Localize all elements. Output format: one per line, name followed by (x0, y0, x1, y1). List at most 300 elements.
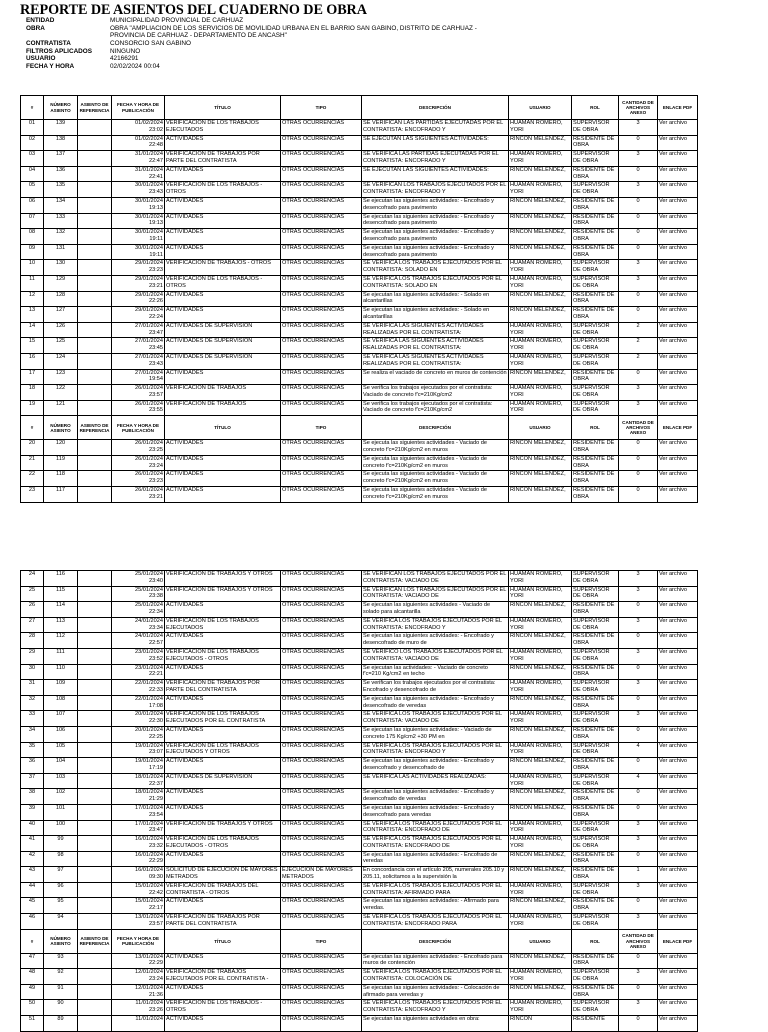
reference-cell (78, 120, 112, 136)
index-cell: 29 (21, 648, 44, 664)
attachments-count-cell: 0 (619, 1016, 658, 1032)
pdf-link[interactable]: Ver archivo (658, 789, 698, 805)
title-cell: VERIFICACIÓN DE LOS TRABAJOS EJECUTADOS - OTROS (165, 648, 281, 664)
col-titulo-header: TÍTULO (165, 96, 281, 120)
table-row (21, 789, 698, 805)
description-cell: Se ejecutan las siguientes actividades: - Solado en alcantarillas (362, 307, 509, 323)
role-cell: RESIDENTE DE OBRA (572, 984, 619, 1000)
publication-time: 22:26 (149, 298, 163, 305)
reference-cell (78, 400, 112, 416)
type-cell: OTRAS OCURRENCIAS (281, 322, 362, 338)
attachments-count-cell: 2 (619, 338, 658, 354)
datetime-cell (112, 586, 165, 602)
asiento-number-cell: 123 (44, 369, 78, 385)
pdf-link[interactable]: Ver archivo (658, 969, 698, 985)
description-cell: SE VERIFICA LOS TRABAJOS EJECUTADOS POR EL CONTRATISTA: COLOCACIÓN DE (362, 969, 509, 985)
pdf-link[interactable]: Ver archivo (658, 385, 698, 401)
type-cell: OTRAS OCURRENCIAS (281, 953, 362, 969)
publication-date: 31/01/2024 (135, 151, 163, 158)
report-title: REPORTE DE ASIENTOS DEL CUADERNO DE OBRA (20, 2, 367, 18)
reference-cell (78, 322, 112, 338)
datetime-cell (112, 275, 165, 291)
pdf-link[interactable]: Ver archivo (658, 166, 698, 182)
reference-cell (78, 244, 112, 260)
pdf-link[interactable]: Ver archivo (658, 773, 698, 789)
asiento-number-cell: 133 (44, 213, 78, 229)
role-cell: SUPERVISOR DE OBRA (572, 742, 619, 758)
table-header-row (21, 96, 698, 120)
user-cell: HUAMAN ROMERO, YORI (509, 151, 572, 167)
user-cell: RINCON MELENDEZ, (509, 898, 572, 914)
table-row (21, 882, 698, 898)
role-cell: RESIDENTE DE OBRA (572, 369, 619, 385)
col-enlace-pdf-header: ENLACE PDF (658, 416, 698, 440)
title-cell: ACTIVIDADES (165, 664, 281, 680)
type-cell: OTRAS OCURRENCIAS (281, 914, 362, 930)
reference-cell (78, 338, 112, 354)
asiento-number-cell: 90 (44, 1000, 78, 1016)
description-cell: Se ejecutan las siguientes actividades: - Encofrado y desencofrado de veredas (362, 695, 509, 711)
pdf-link[interactable]: Ver archivo (658, 726, 698, 742)
col-index-header: # (21, 96, 44, 120)
asiento-number-cell: 91 (44, 984, 78, 1000)
datetime-cell (112, 789, 165, 805)
reference-cell (78, 820, 112, 836)
pdf-link[interactable]: Ver archivo (658, 291, 698, 307)
title-cell: VERIFICACIÓN DE TRABAJOS (165, 385, 281, 401)
asiento-number-cell: 103 (44, 773, 78, 789)
index-cell: 04 (21, 166, 44, 182)
pdf-link[interactable]: Ver archivo (658, 440, 698, 456)
meta-row-fecha: FECHA Y HORA 02/02/2024 00:04 (26, 63, 160, 71)
table-row (21, 898, 698, 914)
title-cell: ACTIVIDADES (165, 229, 281, 245)
col-usuario-header: USUARIO (509, 416, 572, 440)
title-cell: ACTIVIDADES (165, 898, 281, 914)
publication-date: 26/01/2024 (135, 487, 163, 494)
index-cell: 02 (21, 135, 44, 151)
publication-time: 19:13 (149, 204, 163, 211)
reference-cell (78, 275, 112, 291)
description-cell: Se ejecutan las siguientes actividades: - Encofrado de veredas (362, 851, 509, 867)
reference-cell (78, 197, 112, 213)
publication-time: 23:55 (149, 407, 163, 414)
datetime-cell (112, 1000, 165, 1016)
pdf-link[interactable]: Ver archivo (658, 867, 698, 883)
datetime-cell (112, 440, 165, 456)
title-cell: ACTIVIDADES (165, 135, 281, 151)
pdf-link[interactable]: Ver archivo (658, 804, 698, 820)
asiento-number-cell: 137 (44, 151, 78, 167)
pdf-link[interactable]: Ver archivo (658, 338, 698, 354)
reference-cell (78, 455, 112, 471)
publication-time: 22:29 (149, 960, 163, 967)
type-cell: OTRAS OCURRENCIAS (281, 369, 362, 385)
type-cell: OTRAS OCURRENCIAS (281, 882, 362, 898)
title-cell: ACTIVIDADES (165, 487, 281, 503)
datetime-cell (112, 197, 165, 213)
type-cell: OTRAS OCURRENCIAS (281, 244, 362, 260)
user-cell: HUAMAN ROMERO, YORI (509, 680, 572, 696)
pdf-link[interactable]: Ver archivo (658, 244, 698, 260)
title-cell: ACTIVIDADES (165, 758, 281, 774)
table-row (21, 455, 698, 471)
publication-date: 16/01/2024 (135, 867, 163, 874)
reference-cell (78, 953, 112, 969)
table-row (21, 571, 698, 587)
pdf-link[interactable]: Ver archivo (658, 135, 698, 151)
index-cell: 01 (21, 120, 44, 136)
publication-date: 25/01/2024 (135, 586, 163, 593)
attachments-count-cell: 0 (619, 633, 658, 649)
pdf-link[interactable]: Ver archivo (658, 758, 698, 774)
description-cell: SE VERIFICA LOS TRABAJOS EJECUTADOS POR EL CONTRATISTA: SOLADO EN (362, 260, 509, 276)
datetime-cell (112, 882, 165, 898)
index-cell: 47 (21, 953, 44, 969)
pdf-link[interactable]: Ver archivo (658, 260, 698, 276)
index-cell: 07 (21, 213, 44, 229)
pdf-link[interactable]: Ver archivo (658, 151, 698, 167)
title-cell: VERIFICACIÓN DE TRABAJOS Y OTROS (165, 586, 281, 602)
publication-date: 26/01/2024 (135, 455, 163, 462)
col-fecha-hora-header: FECHA Y HORA DE PUBLICACIÓN (112, 416, 165, 440)
role-cell: SUPERVISOR DE OBRA (572, 151, 619, 167)
reference-cell (78, 898, 112, 914)
datetime-cell (112, 135, 165, 151)
user-cell: RINCON MELENDEZ, (509, 758, 572, 774)
user-cell: RINCON MELENDEZ, (509, 664, 572, 680)
type-cell: OTRAS OCURRENCIAS (281, 758, 362, 774)
title-cell: VERIFICACIÓN DE LOS TRABAJOS EJECUTADOS Y OTROS (165, 742, 281, 758)
attachments-count-cell: 3 (619, 617, 658, 633)
user-cell: HUAMAN ROMERO, YORI (509, 120, 572, 136)
type-cell: OTRAS OCURRENCIAS (281, 742, 362, 758)
type-cell: OTRAS OCURRENCIAS (281, 353, 362, 369)
index-cell: 25 (21, 586, 44, 602)
type-cell: OTRAS OCURRENCIAS (281, 455, 362, 471)
user-cell: RINCON MELENDEZ, (509, 229, 572, 245)
user-cell: HUAMAN ROMERO, YORI (509, 820, 572, 836)
title-cell: ACTIVIDADES (165, 369, 281, 385)
role-cell: SUPERVISOR DE OBRA (572, 322, 619, 338)
index-cell: 36 (21, 758, 44, 774)
role-cell: SUPERVISOR DE OBRA (572, 182, 619, 198)
index-cell: 42 (21, 851, 44, 867)
reference-cell (78, 851, 112, 867)
pdf-link[interactable]: Ver archivo (658, 400, 698, 416)
pdf-link[interactable]: Ver archivo (658, 471, 698, 487)
publication-time: 23:26 (149, 1007, 163, 1014)
index-cell: 41 (21, 836, 44, 852)
title-cell: VERIFICACIÓN DE LOS TRABAJOS - OTROS (165, 182, 281, 198)
user-cell: HUAMAN ROMERO, YORI (509, 338, 572, 354)
pdf-link[interactable]: Ver archivo (658, 1016, 698, 1032)
type-cell: OTRAS OCURRENCIAS (281, 773, 362, 789)
role-cell: SUPERVISOR DE OBRA (572, 680, 619, 696)
pdf-link[interactable]: Ver archivo (658, 455, 698, 471)
asiento-number-cell: 95 (44, 898, 78, 914)
user-cell: RINCON MELENDEZ, (509, 726, 572, 742)
title-cell: VERIFICACIÓN DE TRABAJOS POR PARTE DEL CONTRATISTA (165, 914, 281, 930)
title-cell: ACTIVIDADES (165, 471, 281, 487)
user-cell: HUAMAN ROMERO, YORI (509, 836, 572, 852)
title-cell: ACTIVIDADES (165, 291, 281, 307)
index-cell: 32 (21, 695, 44, 711)
role-cell: RESIDENTE DE OBRA (572, 664, 619, 680)
publication-time: 23:45 (149, 345, 163, 352)
datetime-cell (112, 338, 165, 354)
description-cell: SE VERIFICA LOS TRABAJOS EJECUTADOS POR EL CONTRATISTA: VACIADO DE (362, 711, 509, 727)
user-cell: HUAMAN ROMERO, YORI (509, 648, 572, 664)
publication-time: 19:54 (149, 376, 163, 383)
table-row (21, 914, 698, 930)
datetime-cell (112, 602, 165, 618)
description-cell: SE VERIFICAN LOS TRABAJOS EJECUTADOS POR EL CONTRATISTA: VACIADO DE (362, 586, 509, 602)
reference-cell (78, 648, 112, 664)
role-cell: RESIDENTE DE OBRA (572, 602, 619, 618)
attachments-count-cell: 0 (619, 695, 658, 711)
publication-date: 22/01/2024 (135, 680, 163, 687)
table-row (21, 385, 698, 401)
col-usuario-header: USUARIO (509, 929, 572, 953)
table-row (21, 820, 698, 836)
reference-cell (78, 571, 112, 587)
pdf-link[interactable]: Ver archivo (658, 695, 698, 711)
user-cell: HUAMAN ROMERO, YORI (509, 969, 572, 985)
pdf-link[interactable]: Ver archivo (658, 836, 698, 852)
title-cell: VERIFICACIÓN DE LOS TRABAJOS EJECUTADOS (165, 120, 281, 136)
table-row (21, 471, 698, 487)
attachments-count-cell: 0 (619, 440, 658, 456)
publication-time: 23:02 (149, 126, 163, 133)
publication-time: 17:08 (149, 702, 163, 709)
pdf-link[interactable]: Ver archivo (658, 851, 698, 867)
publication-time: 23:07 (149, 749, 163, 756)
publication-time: 22:33 (149, 686, 163, 693)
datetime-cell (112, 1016, 165, 1032)
publication-time: 19:11 (149, 251, 163, 258)
user-cell: RINCON MELENDEZ, (509, 166, 572, 182)
reference-cell (78, 151, 112, 167)
pdf-link[interactable]: Ver archivo (658, 586, 698, 602)
user-cell: HUAMAN ROMERO, YORI (509, 260, 572, 276)
publication-time: 23:52 (149, 655, 163, 662)
title-cell: VERIFICACIÓN DE LOS TRABAJOS EJECUTADOS - OTROS (165, 836, 281, 852)
index-cell: 16 (21, 353, 44, 369)
datetime-cell (112, 969, 165, 985)
type-cell: OTRAS OCURRENCIAS (281, 711, 362, 727)
pdf-link[interactable]: Ver archivo (658, 742, 698, 758)
asiento-number-cell: 125 (44, 338, 78, 354)
table-row (21, 804, 698, 820)
pdf-link[interactable]: Ver archivo (658, 1000, 698, 1016)
datetime-cell (112, 213, 165, 229)
user-cell: HUAMAN ROMERO, YORI (509, 914, 572, 930)
type-cell: OTRAS OCURRENCIAS (281, 307, 362, 323)
reference-cell (78, 353, 112, 369)
description-cell: SE VERIFICA LOS TRABAJOS EJECUTADOS POR EL CONTRATISTA: ENCOFRADO DE (362, 836, 509, 852)
datetime-cell (112, 867, 165, 883)
asiento-number-cell: 135 (44, 182, 78, 198)
col-numero-asiento-header: NÚMERO ASIENTO (44, 96, 78, 120)
table-row (21, 726, 698, 742)
description-cell: Se ejecuta las siguientes actividades - Vaciado de concreto f'c=210Kg/cm2 en muros (362, 440, 509, 456)
attachments-count-cell: 3 (619, 711, 658, 727)
reference-cell (78, 711, 112, 727)
meta-row-obra: OBRA OBRA "AMPLIACION DE LOS SERVICIOS DE MOVILIDAD URBANA EN EL BARRIO SAN GABINO, DISTRITO DE CARHUAZ - PROVINCIA DE CARHUAZ - DEPARTAMENTO DE ANCASH" (26, 24, 477, 40)
type-cell: OTRAS OCURRENCIAS (281, 275, 362, 291)
pdf-link[interactable]: Ver archivo (658, 182, 698, 198)
pdf-link[interactable]: Ver archivo (658, 648, 698, 664)
attachments-count-cell: 3 (619, 648, 658, 664)
publication-date: 01/02/2024 (135, 135, 163, 142)
attachments-count-cell: 0 (619, 307, 658, 323)
col-enlace-pdf-header: ENLACE PDF (658, 929, 698, 953)
table-row (21, 1016, 698, 1032)
reference-cell (78, 695, 112, 711)
reference-cell (78, 487, 112, 503)
title-cell: ACTIVIDADES (165, 307, 281, 323)
table-row (21, 648, 698, 664)
publication-time: 23:25 (149, 447, 163, 454)
datetime-cell (112, 487, 165, 503)
reference-cell (78, 291, 112, 307)
publication-time: 23:32 (149, 842, 163, 849)
reference-cell (78, 213, 112, 229)
table-row (21, 166, 698, 182)
user-cell: RINCON MELENDEZ, (509, 307, 572, 323)
pdf-link[interactable]: Ver archivo (658, 984, 698, 1000)
publication-date: 24/01/2024 (135, 617, 163, 624)
pdf-link[interactable]: Ver archivo (658, 307, 698, 323)
type-cell: OTRAS OCURRENCIAS (281, 984, 362, 1000)
publication-date: 19/01/2024 (135, 758, 163, 765)
entries-table-page-1 (20, 95, 698, 503)
role-cell: RESIDENTE DE OBRA (572, 487, 619, 503)
publication-time: 22:42 (149, 889, 163, 896)
role-cell: SUPERVISOR DE OBRA (572, 617, 619, 633)
description-cell: Se ejecutan las siguientes actividades - Vaciado de solado para alcantarilla (362, 602, 509, 618)
reference-cell (78, 229, 112, 245)
pdf-link[interactable]: Ver archivo (658, 820, 698, 836)
publication-time: 21:36 (149, 991, 163, 998)
table-row (21, 773, 698, 789)
role-cell: RESIDENTE DE OBRA (572, 213, 619, 229)
pdf-link[interactable]: Ver archivo (658, 914, 698, 930)
attachments-count-cell: 0 (619, 213, 658, 229)
col-titulo-header: TÍTULO (165, 416, 281, 440)
reference-cell (78, 914, 112, 930)
pdf-link[interactable]: Ver archivo (658, 487, 698, 503)
pdf-link[interactable]: Ver archivo (658, 664, 698, 680)
type-cell: OTRAS OCURRENCIAS (281, 260, 362, 276)
datetime-cell (112, 953, 165, 969)
reference-cell (78, 773, 112, 789)
role-cell: SUPERVISOR DE OBRA (572, 120, 619, 136)
publication-date: 16/01/2024 (135, 836, 163, 843)
col-fecha-hora-header: FECHA Y HORA DE PUBLICACIÓN (112, 96, 165, 120)
pdf-link[interactable]: Ver archivo (658, 953, 698, 969)
publication-date: 27/01/2024 (135, 369, 163, 376)
table-row (21, 213, 698, 229)
attachments-count-cell: 0 (619, 851, 658, 867)
table-row (21, 586, 698, 602)
pdf-link[interactable]: Ver archivo (658, 369, 698, 385)
title-cell: ACTIVIDADES DE SUPERVISION (165, 322, 281, 338)
pdf-link[interactable]: Ver archivo (658, 229, 698, 245)
user-cell: RINCON MELENDEZ, (509, 197, 572, 213)
description-cell: SE VERIFICA LOS TRABAJOS EJECUTADOS POR EL CONTRATISTA: ENCOFRADO Y (362, 742, 509, 758)
pdf-link[interactable]: Ver archivo (658, 275, 698, 291)
title-cell: VERIFICACIÓN DE TRABAJOS POR PARTE DEL CONTRATISTA (165, 680, 281, 696)
description-cell: En concordancia con el artículo 205, numerales 205.10 y 205.11, solicitamos a la supervisión la (362, 867, 509, 883)
table-row (21, 197, 698, 213)
table-row (21, 984, 698, 1000)
pdf-link[interactable]: Ver archivo (658, 898, 698, 914)
pdf-link[interactable]: Ver archivo (658, 322, 698, 338)
index-cell: 05 (21, 182, 44, 198)
type-cell: OTRAS OCURRENCIAS (281, 400, 362, 416)
pdf-link[interactable]: Ver archivo (658, 680, 698, 696)
description-cell: Se ejecutan las siguientes actividades: - Encofrado y desencofrado para pavimento (362, 213, 509, 229)
role-cell: RESIDENTE DE OBRA (572, 695, 619, 711)
asiento-number-cell: 92 (44, 969, 78, 985)
publication-date: 23/01/2024 (135, 664, 163, 671)
index-cell: 21 (21, 455, 44, 471)
pdf-link[interactable]: Ver archivo (658, 120, 698, 136)
pdf-link[interactable]: Ver archivo (658, 882, 698, 898)
publication-date: 11/01/2024 (135, 1016, 163, 1023)
pdf-link[interactable]: Ver archivo (658, 602, 698, 618)
pdf-link[interactable]: Ver archivo (658, 617, 698, 633)
reference-cell (78, 758, 112, 774)
type-cell: OTRAS OCURRENCIAS (281, 602, 362, 618)
pdf-link[interactable]: Ver archivo (658, 197, 698, 213)
publication-time: 22:47 (149, 157, 163, 164)
type-cell: OTRAS OCURRENCIAS (281, 969, 362, 985)
pdf-link[interactable]: Ver archivo (658, 633, 698, 649)
role-cell: RESIDENTE DE OBRA (572, 244, 619, 260)
col-rol-header: ROL (572, 929, 619, 953)
title-cell: ACTIVIDADES DE SUPERVISION (165, 353, 281, 369)
pdf-link[interactable]: Ver archivo (658, 571, 698, 587)
title-cell: VERIFICACIÓN DE TRABAJOS - OTROS (165, 260, 281, 276)
title-cell: ACTIVIDADES (165, 440, 281, 456)
table-row (21, 400, 698, 416)
user-cell: HUAMAN ROMERO, YORI (509, 571, 572, 587)
publication-date: 18/01/2024 (135, 789, 163, 796)
asiento-number-cell: 117 (44, 487, 78, 503)
datetime-cell (112, 291, 165, 307)
index-cell: 35 (21, 742, 44, 758)
datetime-cell (112, 726, 165, 742)
publication-date: 19/01/2024 (135, 742, 163, 749)
pdf-link[interactable]: Ver archivo (658, 213, 698, 229)
title-cell: VERIFICACIÓN DE LOS TRABAJOS - OTROS (165, 275, 281, 291)
table-row (21, 135, 698, 151)
publication-time: 23:21 (149, 493, 163, 500)
type-cell: OTRAS OCURRENCIAS (281, 680, 362, 696)
publication-date: 15/01/2024 (135, 882, 163, 889)
reference-cell (78, 440, 112, 456)
attachments-count-cell: 0 (619, 166, 658, 182)
title-cell: ACTIVIDADES (165, 789, 281, 805)
pdf-link[interactable]: Ver archivo (658, 711, 698, 727)
datetime-cell (112, 617, 165, 633)
pdf-link[interactable]: Ver archivo (658, 353, 698, 369)
publication-date: 27/01/2024 (135, 338, 163, 345)
user-cell: RINCON (509, 1016, 572, 1032)
